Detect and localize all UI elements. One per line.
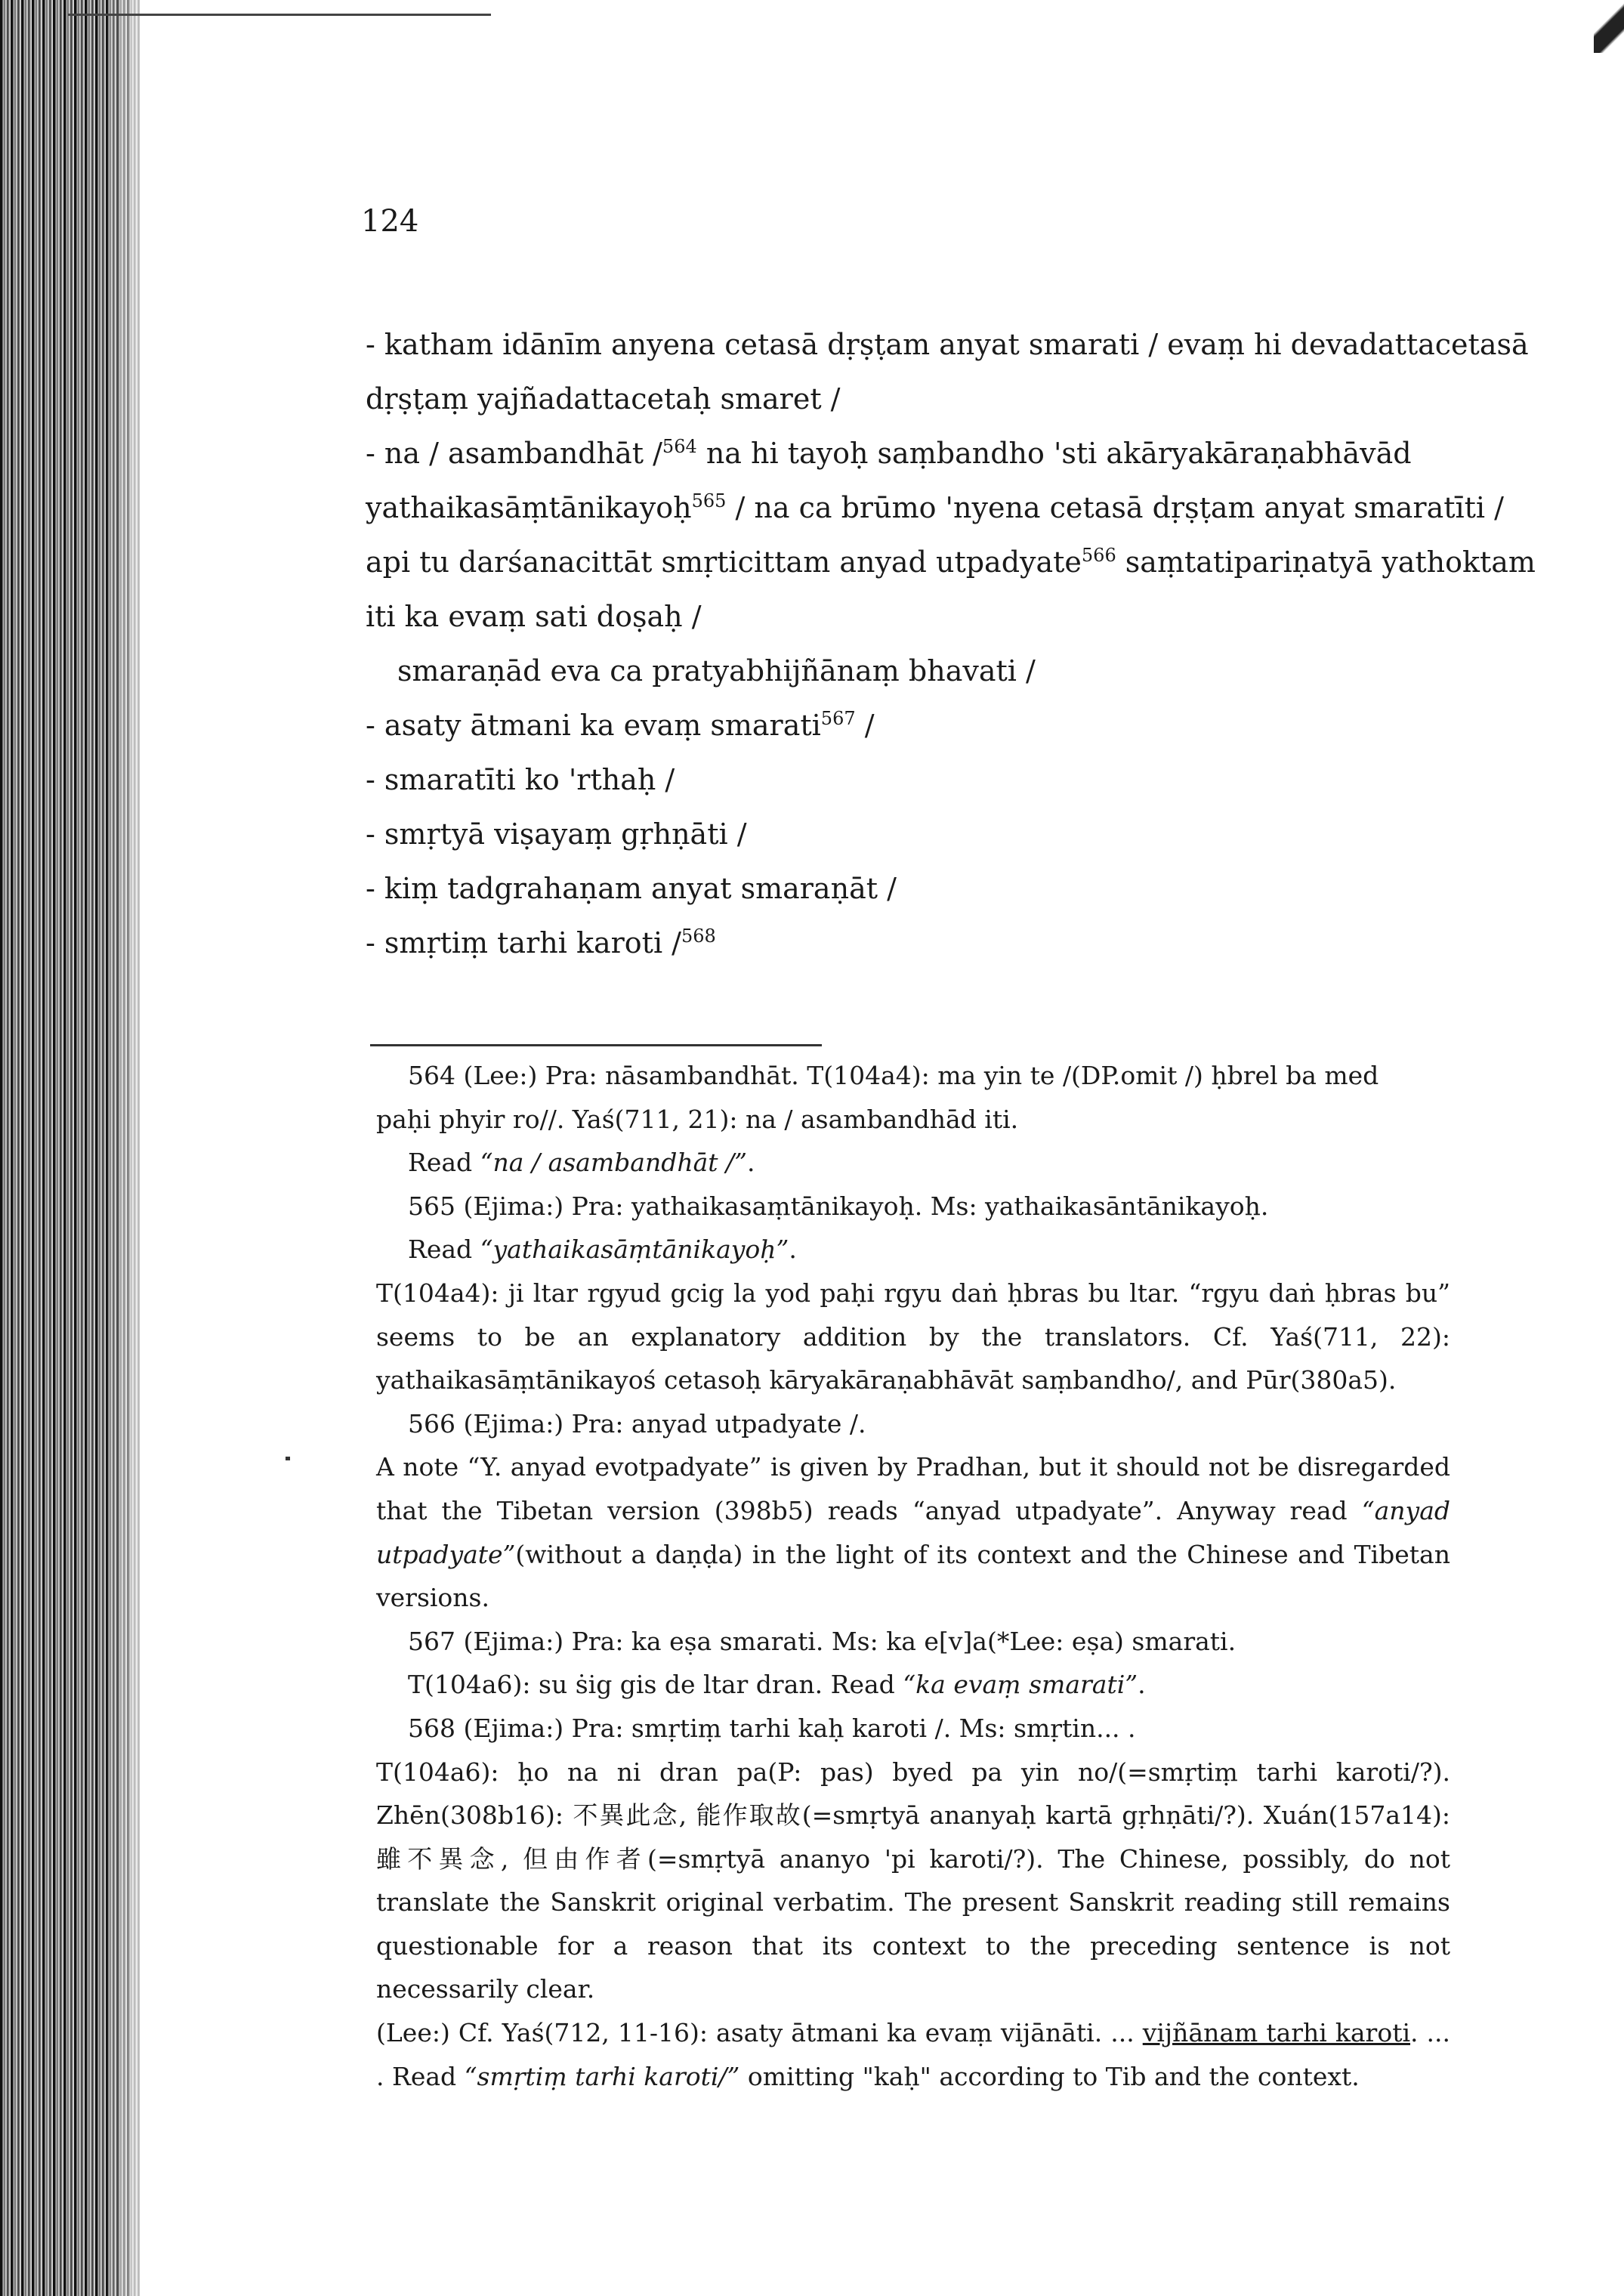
main-line: dṛṣṭaṃ yajñadattacetaḥ smaret /: [366, 382, 841, 416]
main-line: smaraṇād eva ca pratyabhijñānaṃ bhavati /: [397, 654, 1036, 688]
main-line: - na / asambandhāt /$^{564}$ na hi tayoḥ saṃbandho 'sti akāryakāraṇabhāvād: [366, 436, 1412, 470]
main-line: iti ka evaṃ sati doṣaḥ /: [366, 600, 702, 633]
main-line: - smaratīti ko 'rthaḥ /: [366, 763, 675, 796]
footnote-566-note: A note “Y. anyad evotpadyate” is given by Pradhan, but it should not be disregarded that the Tibetan version (398b5) reads “anyad utpadyate”. Anyway read “anyad utpadyate”(without a daṇḍa) in the light of its context and the Chinese and Tibetan versions.: [376, 1452, 1450, 1613]
footnote-566: 566 (Ejima:) Pra: anyad utpadyate /.: [408, 1408, 866, 1438]
footnote-ref[interactable]: 564: [662, 436, 697, 457]
footnote-564-cont: paḥi phyir ro//. Yaś(711, 21): na / asambandhād iti.: [376, 1104, 1019, 1134]
main-line: - smṛtyā viṣayaṃ gṛhṇāti /: [366, 817, 747, 851]
scan-top-edge: [68, 14, 491, 16]
footnote-568-tibetan: T(104a6): ḥo na ni dran pa(P: pas) byed pa yin no/(=smṛtiṃ tarhi karoti/?). Zhēn(308b16): 不異此念, 能作取故(=smṛtyā ananyaḥ kartā gṛhṇāti/?). Xuán(157a14): 雖不異念, 但由作者(=smṛtyā ananyo 'pi karoti/?). The Chinese, possibly, do not translate the Sanskrit original verbatim. The present Sanskrit reading still remains questionable for a reason that its context to the preceding sentence is not necessarily clear.: [376, 1757, 1450, 2004]
spine-fade: [106, 0, 151, 2296]
footnote-567-tibetan: T(104a6): su ṡig gis de ltar dran. Read “ka evaṃ smarati”.: [408, 1670, 1146, 1700]
page-number: 124: [361, 204, 419, 239]
footnote-ref[interactable]: 566: [1081, 545, 1116, 566]
footnote-568: 568 (Ejima:) Pra: smṛtiṃ tarhi kaḥ karoti /. Ms: smṛtin... .: [408, 1713, 1136, 1743]
footnote-ref[interactable]: 568: [681, 926, 716, 947]
main-line: - asaty ātmani ka evaṃ smarati$^{567}$ /: [366, 708, 875, 742]
footnote-565-tibetan: T(104a4): ji ltar rgyud gcig la yod paḥi rgyu daṅ ḥbras bu ltar. “rgyu daṅ ḥbras bu” seems to be an explanatory addition by the translators. Cf. Yaś(711, 22): yathaikasāṃtānikayoś cetasoḥ kāryakāraṇabhāvāt saṃbandho/, and Pūr(380a5).: [376, 1278, 1450, 1395]
main-line: - smṛtiṃ tarhi karoti /$^{568}$: [366, 926, 716, 959]
footnote-564: 564 (Lee:) Pra: nāsambandhāt. T(104a4): ma yin te /(DP.omit /) ḥbrel ba med: [408, 1061, 1379, 1090]
footnote-ref[interactable]: 567: [820, 708, 856, 729]
footnote-567: 567 (Ejima:) Pra: ka eṣa smarati. Ms: ka e[v]a(*Lee: eṣa) smarati.: [408, 1626, 1237, 1656]
footnote-ref[interactable]: 565: [691, 490, 727, 511]
footnote-568-lee: (Lee:) Cf. Yaś(712, 11-16): asaty ātmani ka evaṃ vijānāti. ... vijñānam tarhi karoti. ... . Read “smṛtiṃ tarhi karoti/” omitting "kaḥ" according to Tib and the context.: [376, 2018, 1451, 2091]
scan-corner-mark: [1594, 0, 1624, 53]
main-text: [366, 317, 1536, 970]
main-line: yathaikasāṃtānikayoḥ$^{565}$ / na ca brūmo 'nyena cetasā dṛṣṭam anyat smaratīti /: [366, 490, 1504, 524]
main-line: - katham idānīm anyena cetasā dṛṣṭam anyat smarati / evaṃ hi devadattacetasā: [366, 328, 1529, 361]
footnote-565-read: Read “yathaikasāṃtānikayoḥ”.: [408, 1235, 797, 1265]
main-line: - kiṃ tadgrahaṇam anyat smaraṇāt /: [366, 872, 897, 905]
footnote-divider: [370, 1044, 822, 1046]
footnotes: [376, 1054, 1451, 2098]
footnote-564-read: Read “na / asambandhāt /”.: [408, 1148, 755, 1178]
main-line: api tu darśanacittāt smṛticittam anyad utpadyate$^{566}$ saṃtatipariṇatyā yathoktam: [366, 545, 1536, 579]
footnote-565: 565 (Ejima:) Pra: yathaikasaṃtānikayoḥ. Ms: yathaikasāntānikayoḥ.: [408, 1191, 1269, 1221]
scan-speck: [286, 1457, 290, 1460]
